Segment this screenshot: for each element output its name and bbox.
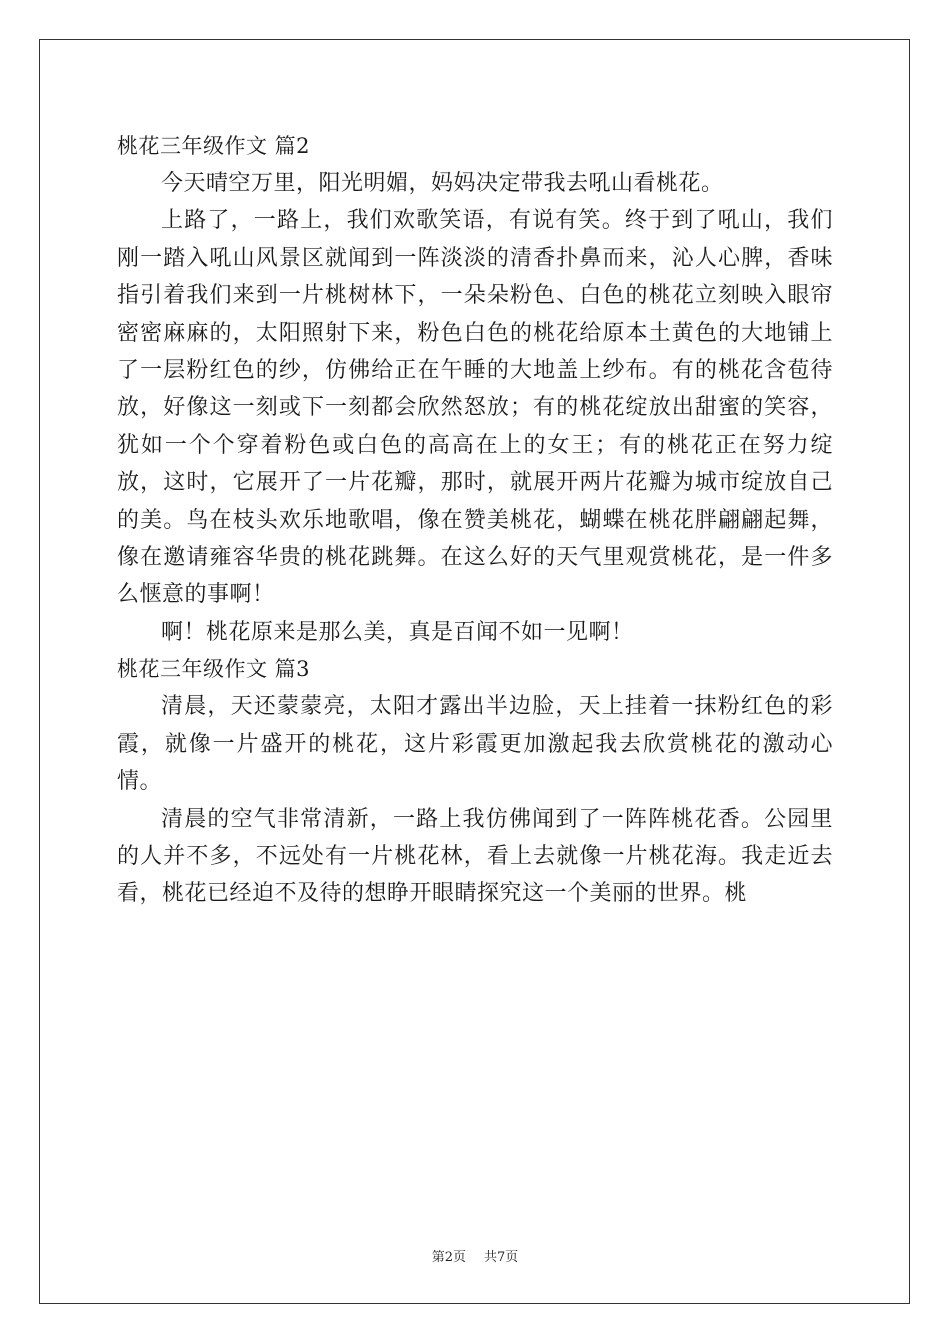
section-heading: 桃花三年级作文 篇3 bbox=[117, 657, 311, 682]
paragraph: 今天晴空万里，阳光明媚，妈妈决定带我去吼山看桃花。 bbox=[161, 171, 724, 196]
paragraph: 清晨，天还蒙蒙亮，太阳才露出半边脸，天上挂着一抹粉红色的彩霞，就像一片盛开的桃花，这片彩霞更加激起我去欣赏桃花的激动心情。 bbox=[117, 694, 833, 795]
page-total: 共7页 bbox=[484, 1250, 519, 1265]
section-3 bbox=[117, 651, 833, 912]
paragraph: 上路了，一路上，我们欢歌笑语，有说有笑。终于到了吼山，我们刚一踏入吼山风景区就闻到一阵淡淡的清香扑鼻而来，沁人心脾，香味指引着我们来到一片桃树林下，一朵朵粉色、白色的桃花立刻映入眼帘密密麻麻的，太阳照射下来，粉色白色的桃花给原本土黄色的大地铺上了一层粉红色的纱，仿佛给正在午睡的大地盖上纱布。有的桃花含苞待放，好像这一刻或下一刻都会欣然怒放；有的桃花绽放出甜蜜的笑容，犹如一个个穿着粉色或白色的高高在上的女王；有的桃花正在努力绽放，这时，它展开了一片花瓣，那时，就展开两片花瓣为城市绽放自己的美。鸟在枝头欢乐地歌唱，像在赞美桃花，蝴蝶在桃花胖翩翩起舞，像在邀请雍容华贵的桃花跳舞。在这么好的天气里观赏桃花，是一件多么惬意的事啊！ bbox=[117, 208, 833, 608]
document-body bbox=[117, 128, 833, 913]
paragraph: 清晨的空气非常清新，一路上我仿佛闻到了一阵阵桃花香。公园里的人并不多，不远处有一片桃花林，看上去就像一片桃花海。我走近去看，桃花已经迫不及待的想睁开眼睛探究这一个美丽的世界。桃 bbox=[117, 806, 833, 907]
section-2 bbox=[117, 128, 833, 651]
page-number: 第2页 bbox=[431, 1250, 466, 1265]
paragraph: 啊！桃花原来是那么美，真是百闻不如一见啊！ bbox=[161, 619, 634, 645]
section-heading: 桃花三年级作文 篇2 bbox=[117, 134, 311, 158]
page-footer bbox=[0, 1246, 950, 1265]
